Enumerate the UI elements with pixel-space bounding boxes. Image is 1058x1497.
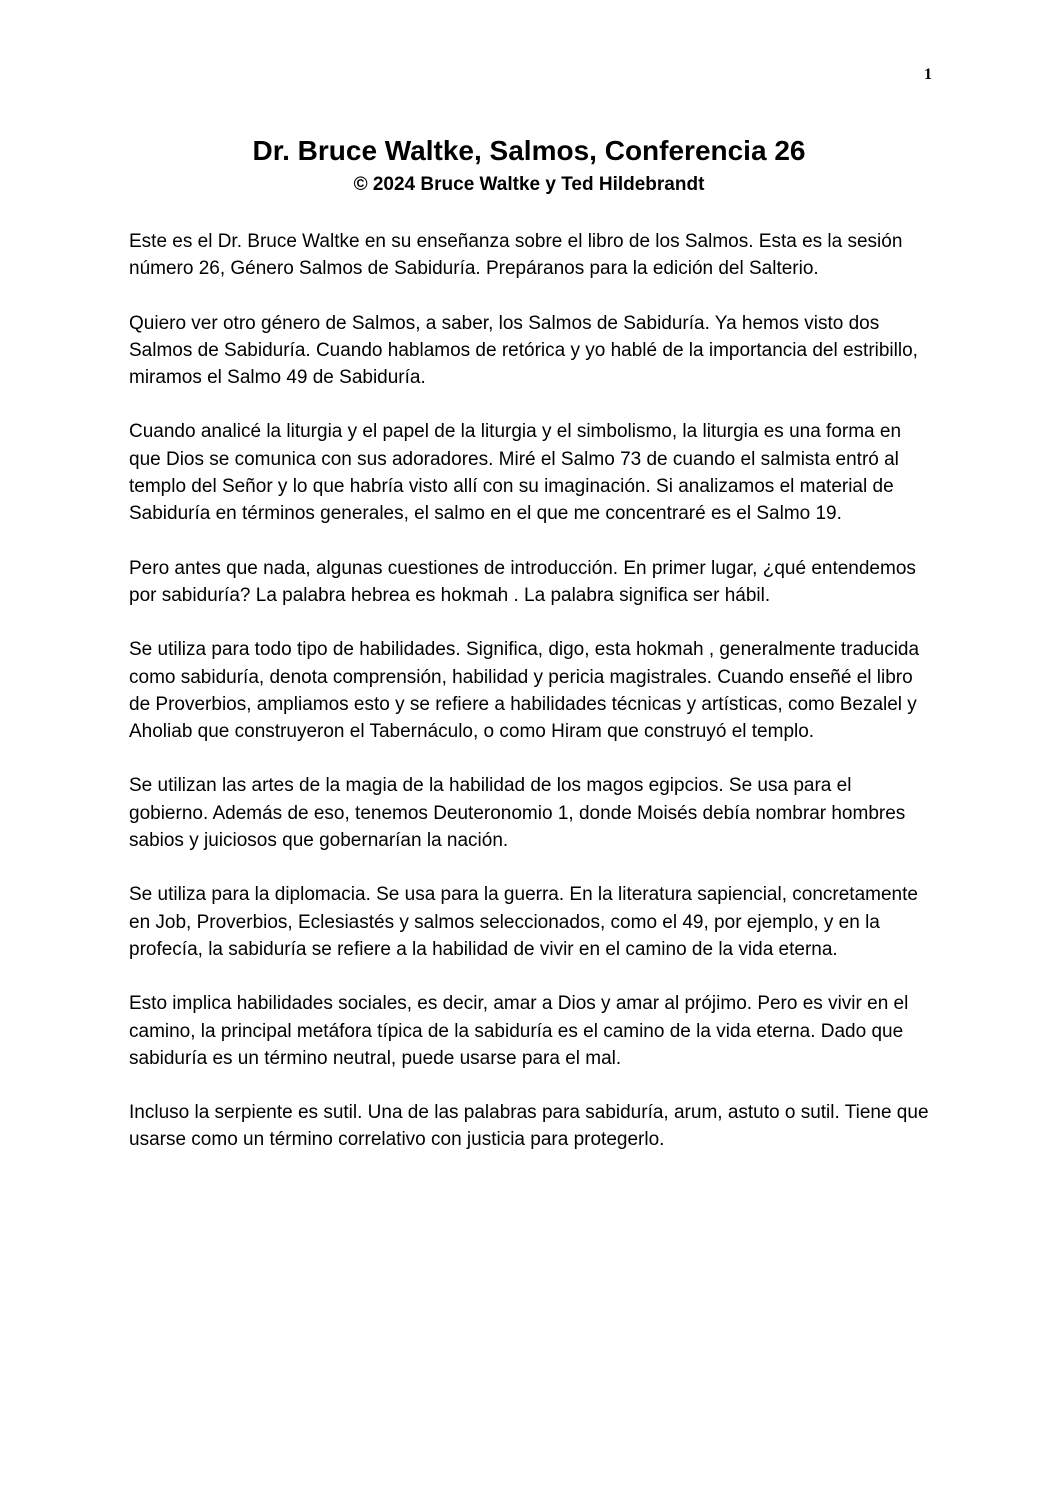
- paragraph-2: Quiero ver otro género de Salmos, a saber, los Salmos de Sabiduría. Ya hemos visto dos Salmos de Sabiduría. Cuando hablamos de retórica y yo hablé de la importancia del estribillo, miramos el Salmo 49 de Sabiduría.: [129, 312, 918, 389]
- document-body: [129, 228, 929, 1181]
- paragraph-4: Pero antes que nada, algunas cuestiones de introducción. En primer lugar, ¿qué entendemos por sabiduría? La palabra hebrea es hokmah . La palabra significa ser hábil.: [129, 557, 916, 606]
- paragraph-3: Cuando analicé la liturgia y el papel de la liturgia y el simbolismo, la liturgia es una forma en que Dios se comunica con sus adoradores. Miré el Salmo 73 de cuando el salmista entró al templo del Señor y lo que habría visto allí con su imaginación. Si analizamos el material de Sabiduría en términos generales, el salmo en el que me concentraré es el Salmo 19.: [129, 421, 902, 525]
- document-subtitle: © 2024 Bruce Waltke y Ted Hildebrandt: [353, 174, 705, 195]
- page-number: 1: [924, 66, 932, 83]
- paragraph-5: Se utiliza para todo tipo de habilidades. Significa, digo, esta hokmah , generalmente traducida como sabiduría, denota comprensión, habilidad y pericia magistrales. Cuando enseñé el libro de Proverbios, ampliamos esto y se refiere a habilidades técnicas y artísticas, como Bezalel y Aholiab que construyeron el Tabernáculo, o como Hiram que construyó el templo.: [129, 639, 920, 743]
- paragraph-1: Este es el Dr. Bruce Waltke en su enseñanza sobre el libro de los Salmos. Esta es la sesión número 26, Género Salmos de Sabiduría. Prepáranos para la edición del Salterio.: [129, 231, 903, 280]
- paragraph-6: Se utilizan las artes de la magia de la habilidad de los magos egipcios. Se usa para el gobierno. Además de eso, tenemos Deuteronomio 1, donde Moisés debía nombrar hombres sabios y juiciosos que gobernarían la nación.: [129, 775, 906, 852]
- paragraph-7: Se utiliza para la diplomacia. Se usa para la guerra. En la literatura sapiencial, concretamente en Job, Proverbios, Eclesiastés y salmos seleccionados, como el 49, por ejemplo, y en la profecía, la sabiduría se refiere a la habilidad de vivir en el camino de la vida eterna.: [129, 884, 918, 960]
- document-title: Dr. Bruce Waltke, Salmos, Conferencia 26: [252, 135, 806, 166]
- paragraph-9: Incluso la serpiente es sutil. Una de las palabras para sabiduría, arum, astuto o sutil. Tiene que usarse como un término correlativo con justicia para protegerlo.: [129, 1102, 929, 1151]
- paragraph-8: Esto implica habilidades sociales, es decir, amar a Dios y amar al prójimo. Pero es vivir en el camino, la principal metáfora típica de la sabiduría es el camino de la vida eterna. Dado que sabiduría es un término neutral, puede usarse para el mal.: [129, 993, 909, 1069]
